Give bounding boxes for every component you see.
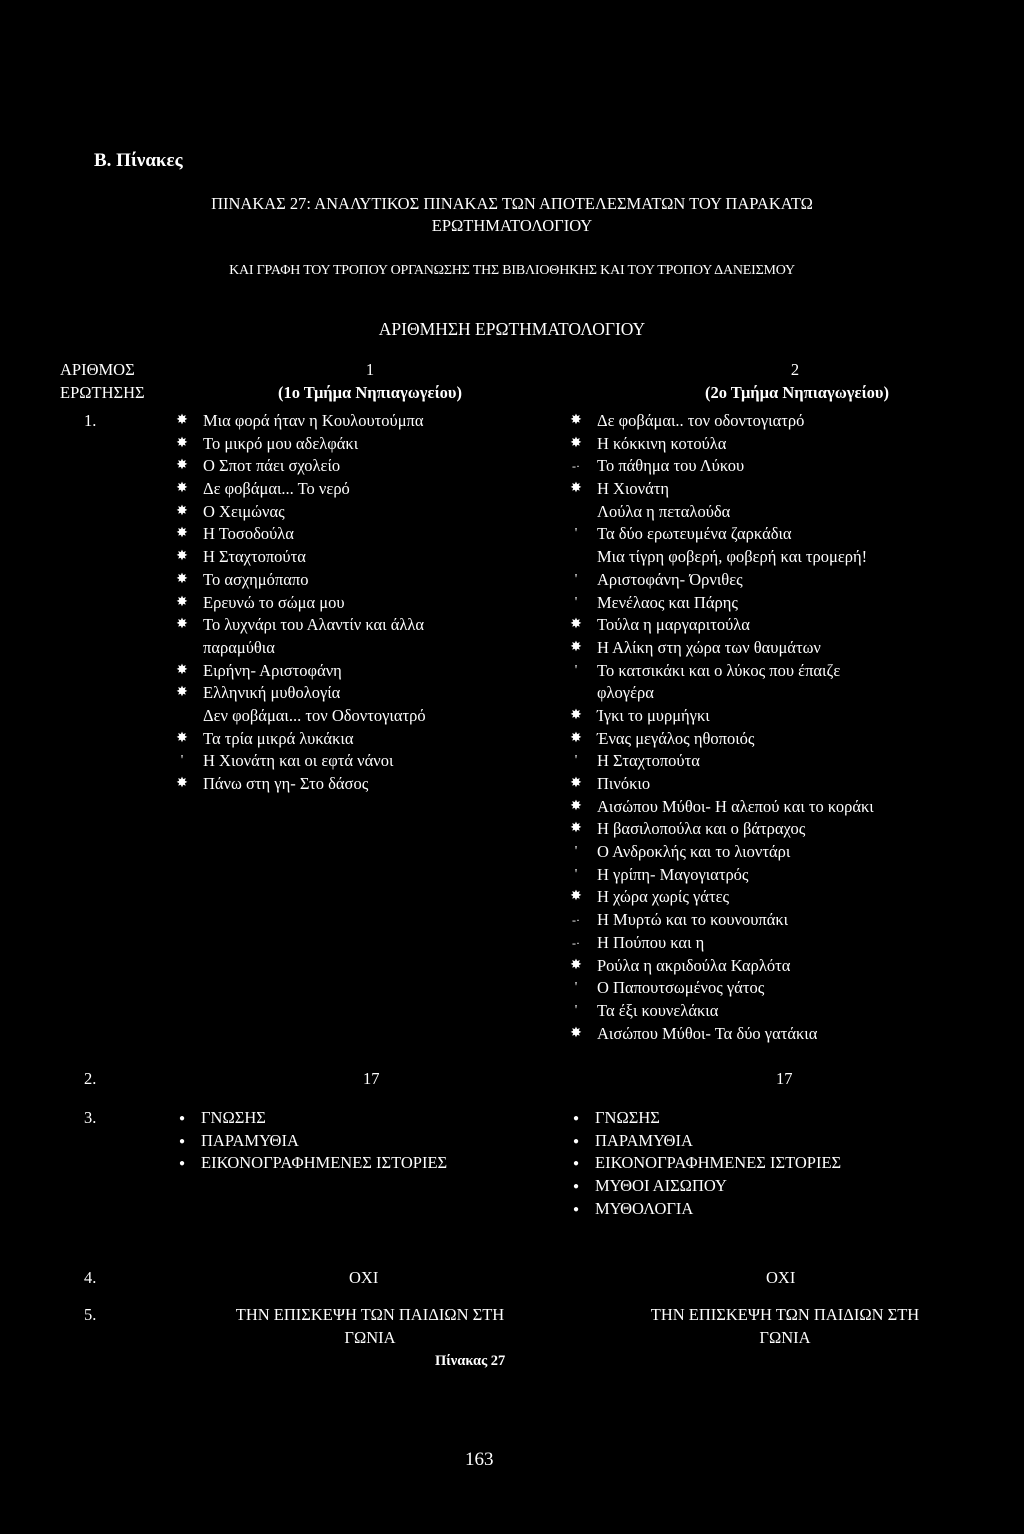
list-item: [569, 501, 1019, 524]
q5-col1-line2: ΓΩΝΙΑ: [344, 1328, 396, 1347]
list-item: [569, 864, 1019, 887]
bullet-dot-icon: [569, 1175, 583, 1199]
list-item-text: Η βασιλοπούλα και ο βάτραχος: [597, 819, 806, 839]
question-1-label: 1.: [84, 411, 97, 430]
list-item: [569, 1107, 1019, 1130]
list-item: [569, 841, 1019, 864]
list-item: [569, 546, 1019, 569]
bullet-mark-icon: [569, 523, 583, 546]
question-number-label-line2: ΕΡΩΤΗΣΗΣ: [60, 383, 145, 402]
list-item-text: Αισώπου Μύθοι- Τα δύο γατάκια: [597, 1023, 818, 1043]
bullet-star-icon: [175, 569, 189, 592]
list-item: [569, 750, 1019, 773]
list-item: [175, 1107, 575, 1130]
list-item: [175, 523, 575, 546]
list-item-text: Τούλα η μαργαριτούλα: [597, 615, 750, 635]
question-3-label: 3.: [84, 1108, 97, 1127]
list-item-text: Ο Ανδροκλής και το λιοντάρι: [597, 842, 791, 862]
q3-col2-list: [569, 1107, 1019, 1220]
list-item-text: Το ασχημόπαπο: [203, 569, 309, 589]
list-item: [175, 546, 575, 569]
q1-col1-list: [175, 410, 575, 796]
list-item: [569, 955, 1019, 978]
list-item: [175, 728, 575, 751]
list-item-text: Η κόκκινη κοτούλα: [597, 433, 727, 453]
list-item: [175, 478, 575, 501]
bullet-star-icon: [175, 773, 189, 796]
bullet-star-icon: [175, 728, 189, 751]
list-item: [569, 1130, 1019, 1153]
list-item-text: Ίγκι το μυρμήγκι: [597, 705, 710, 725]
question-2-label: 2.: [84, 1069, 97, 1088]
q2-col1-value: 17: [363, 1069, 380, 1088]
list-item-text: Η Αλίκη στη χώρα των θαυμάτων: [597, 637, 821, 657]
bullet-mark-icon: [569, 841, 583, 864]
question-number-label: ΑΡΙΘΜΟΣ: [60, 360, 135, 379]
list-item-text: Πάνω στη γη- Στο δάσος: [203, 774, 369, 793]
list-item-text: ΓΝΩΣΗΣ: [595, 1108, 660, 1127]
list-item: [175, 660, 575, 683]
list-item-text: Η χώρα χωρίς γάτες: [597, 887, 730, 907]
bullet-star-icon: [175, 455, 189, 478]
bullet-mark-icon: [569, 455, 583, 479]
q5-col2-line1: ΤΗΝ ΕΠΙΣΚΕΨΗ ΤΩΝ ΠΑΙΔΙΩΝ ΣΤΗ: [650, 1305, 920, 1324]
list-item-text: Ο Παπουτσωμένος γάτος: [597, 978, 765, 998]
bullet-star-icon: [175, 501, 189, 524]
list-item: [569, 886, 1019, 909]
list-item: [175, 1130, 575, 1153]
list-item-text: Μενέλαος και Πάρης: [597, 592, 738, 612]
bullet-mark-icon: [569, 660, 583, 683]
bullet-star-icon: [569, 818, 583, 841]
list-item: [175, 773, 575, 796]
list-item: [569, 728, 1019, 751]
bullet-star-icon: [569, 705, 583, 728]
list-item-text: Ειρήνη- Αριστοφάνη: [203, 660, 342, 680]
list-item-text: Αριστοφάνη- Όρνιθες: [597, 569, 743, 589]
bullet-star-icon: [569, 886, 583, 909]
list-item-text: Μια φορά ήταν η Κουλουτούμπα: [203, 411, 424, 430]
list-item-text: Η Τοσοδούλα: [203, 524, 294, 544]
list-item: [175, 501, 575, 524]
list-item-text: Ερευνώ το σώμα μου: [203, 592, 345, 612]
bullet-dot-icon: [569, 1130, 583, 1154]
bullet-star-icon: [569, 955, 583, 978]
bullet-dot-icon: [175, 1130, 189, 1154]
bullet-star-icon: [175, 478, 189, 501]
list-item: [569, 773, 1019, 796]
list-item: [569, 410, 1019, 433]
question-5-label: 5.: [84, 1305, 97, 1324]
bullet-dot-icon: [569, 1198, 583, 1222]
list-item-text: Μια τίγρη φοβερή, φοβερή και τρομερή!: [597, 547, 868, 567]
bullet-dot-icon: [569, 1152, 583, 1176]
bullet-star-icon: [175, 546, 189, 569]
list-item-text: Ένας μεγάλος ηθοποιός: [597, 728, 755, 748]
q2-col2-value: 17: [776, 1069, 793, 1088]
list-item-text: ΜΥΘΟΛΟΓΙΑ: [595, 1198, 694, 1218]
list-item: [175, 682, 575, 705]
list-item: [569, 1198, 1019, 1221]
bullet-star-icon: [175, 682, 189, 705]
list-item-text: Η Σταχτοπούτα: [203, 547, 306, 567]
list-item: [175, 1152, 575, 1175]
list-item: [569, 977, 1019, 1000]
list-item-text: Τα έξι κουνελάκια: [597, 1000, 719, 1020]
numbering-header: ΑΡΙΘΜΗΣΗ ΕΡΩΤΗΜΑΤΟΛΟΓΙΟΥ: [378, 319, 646, 339]
bullet-mark-icon: [569, 864, 583, 887]
list-item-text: Πινόκιο: [597, 774, 651, 793]
list-item: [175, 614, 575, 637]
q1-col2-list: [569, 410, 1019, 1045]
list-item-text: Το κατσικάκι και ο λύκος που έπαιζε: [597, 660, 841, 680]
list-item: [569, 705, 1019, 728]
list-item: [569, 818, 1019, 841]
list-item: [175, 750, 575, 773]
bullet-star-icon: [569, 1023, 583, 1046]
list-item-text: Η γρίπη- Μαγογιατρός: [597, 864, 749, 884]
page-number: 163: [465, 1449, 494, 1470]
list-item-text: ΓΝΩΣΗΣ: [201, 1108, 266, 1127]
list-item: [175, 705, 575, 728]
list-item: [569, 660, 1019, 683]
bullet-star-icon: [569, 614, 583, 637]
list-item: [569, 569, 1019, 592]
bullet-mark-icon: [569, 909, 583, 933]
list-item: [569, 455, 1019, 478]
table-title: ΠΙΝΑΚΑΣ 27: ΑΝΑΛΥΤΙΚΟΣ ΠΙΝΑΚΑΣ ΤΩΝ ΑΠΟΤΕΛΕΣΜΑΤΩΝ ΤΟΥ ΠΑΡΑΚΑΤΩ: [211, 194, 813, 213]
list-item: [175, 455, 575, 478]
list-item: [569, 523, 1019, 546]
list-item-text: Δεν φοβάμαι... τον Οδοντογιατρό: [203, 705, 426, 725]
col1-department: (1ο Τμήμα Νηπιαγωγείου): [277, 383, 462, 402]
list-item-text: Λούλα η πεταλούδα: [597, 501, 731, 521]
list-item-text: Η Σταχτοπούτα: [597, 751, 700, 771]
list-item-text: Η Χιονάτη και οι εφτά νάνοι: [203, 751, 394, 771]
bullet-star-icon: [175, 614, 189, 637]
list-item: [175, 592, 575, 615]
list-item-text: Ο Χειμώνας: [203, 501, 285, 521]
q4-col2-value: ΟΧΙ: [766, 1268, 796, 1287]
bullet-mark-icon: [569, 569, 583, 592]
section-title: Β. Πίνακες: [94, 150, 183, 171]
list-item: [569, 1175, 1019, 1198]
bullet-star-icon: [569, 637, 583, 660]
list-item-text: ΕΙΚΟΝΟΓΡΑΦΗΜΕΝΕΣ ΙΣΤΟΡΙΕΣ: [201, 1153, 448, 1173]
bullet-mark-icon: [569, 592, 583, 615]
bullet-star-icon: [569, 773, 583, 796]
list-item: [569, 909, 1019, 932]
list-item-text: Δε φοβάμαι.. τον οδοντογιατρό: [597, 411, 805, 430]
bullet-mark-icon: [569, 1000, 583, 1023]
list-item-text: Το πάθημα του Λύκου: [597, 456, 745, 476]
question-4-label: 4.: [84, 1268, 97, 1287]
list-item-text: Το λυχνάρι του Αλαντίν και άλλα: [203, 615, 425, 635]
q5-col2-line2: ΓΩΝΙΑ: [759, 1328, 811, 1347]
table-subtitle: ΚΑΙ ΓΡΑΦΗ ΤΟΥ ΤΡΟΠΟΥ ΟΡΓΑΝΩΣΗΣ ΤΗΣ ΒΙΒΛΙΟΘΗΚΗΣ ΚΑΙ ΤΟΥ ΤΡΟΠΟΥ ΔΑΝΕΙΣΜΟΥ: [229, 263, 795, 278]
col2-number: 2: [790, 360, 800, 379]
list-item-text: Αισώπου Μύθοι- Η αλεπού και το κοράκι: [597, 796, 874, 816]
bullet-star-icon: [569, 796, 583, 819]
list-item: [569, 1023, 1019, 1046]
col2-department: (2ο Τμήμα Νηπιαγωγείου): [704, 383, 889, 402]
list-item-text: ΜΥΘΟΙ ΑΙΣΩΠΟΥ: [595, 1176, 727, 1196]
list-item-text: Η Μυρτώ και το κουνουπάκι: [597, 910, 789, 930]
bullet-star-icon: [569, 728, 583, 751]
list-item-text: Ελληνική μυθολογία: [203, 683, 341, 703]
bullet-star-icon: [569, 433, 583, 456]
list-item: [569, 796, 1019, 819]
list-item: [569, 932, 1019, 955]
bullet-star-icon: [175, 433, 189, 456]
list-item: [569, 1152, 1019, 1175]
list-item: [175, 410, 575, 433]
q3-col1-list: [175, 1107, 575, 1175]
list-item: [569, 1000, 1019, 1023]
list-item-text: Η Χιονάτη: [597, 479, 670, 499]
bullet-dot-icon: [175, 1107, 189, 1131]
list-item-text: παραμύθια: [203, 637, 275, 657]
bullet-star-icon: [175, 410, 189, 433]
q5-col1-line1: ΤΗΝ ΕΠΙΣΚΕΨΗ ΤΩΝ ΠΑΙΔΙΩΝ ΣΤΗ: [235, 1305, 505, 1324]
list-item: [569, 637, 1019, 660]
bullet-star-icon: [569, 478, 583, 501]
list-item-text: Ρούλα η ακριδούλα Καρλότα: [597, 955, 791, 975]
list-item-text: φλογέρα: [597, 683, 654, 703]
bullet-dot-icon: [175, 1152, 189, 1176]
bullet-star-icon: [175, 660, 189, 683]
list-item: [175, 569, 575, 592]
bullet-star-icon: [175, 523, 189, 546]
list-item-text: Τα τρία μικρά λυκάκια: [203, 728, 354, 748]
list-item-text: Ο Σποτ πάει σχολείο: [203, 456, 341, 476]
bullet-mark-icon: [175, 750, 189, 773]
list-item: [569, 592, 1019, 615]
list-item: [569, 682, 1019, 705]
bullet-star-icon: [569, 410, 583, 433]
q4-col1-value: ΟΧΙ: [349, 1268, 379, 1287]
list-item-text: ΠΑΡΑΜΥΘΙΑ: [201, 1130, 299, 1150]
table-caption: Πίνακας 27: [435, 1353, 506, 1369]
list-item-text: Η Πούπου και η: [597, 932, 705, 952]
list-item-text: ΕΙΚΟΝΟΓΡΑΦΗΜΕΝΕΣ ΙΣΤΟΡΙΕΣ: [595, 1153, 842, 1173]
bullet-mark-icon: [569, 977, 583, 1000]
list-item-text: Τα δύο ερωτευμένα ζαρκάδια: [597, 524, 792, 544]
list-item: [175, 637, 575, 660]
list-item: [569, 478, 1019, 501]
list-item-text: Δε φοβάμαι... Το νερό: [203, 479, 350, 499]
bullet-star-icon: [175, 592, 189, 615]
bullet-mark-icon: [569, 932, 583, 956]
bullet-mark-icon: [569, 750, 583, 773]
list-item: [569, 614, 1019, 637]
list-item: [569, 433, 1019, 456]
list-item: [175, 433, 575, 456]
list-item-text: ΠΑΡΑΜΥΘΙΑ: [595, 1130, 693, 1150]
list-item-text: Το μικρό μου αδελφάκι: [203, 433, 359, 453]
table-title-line2: ΕΡΩΤΗΜΑΤΟΛΟΓΙΟΥ: [431, 216, 593, 235]
col1-number: 1: [365, 360, 375, 379]
bullet-dot-icon: [569, 1107, 583, 1131]
